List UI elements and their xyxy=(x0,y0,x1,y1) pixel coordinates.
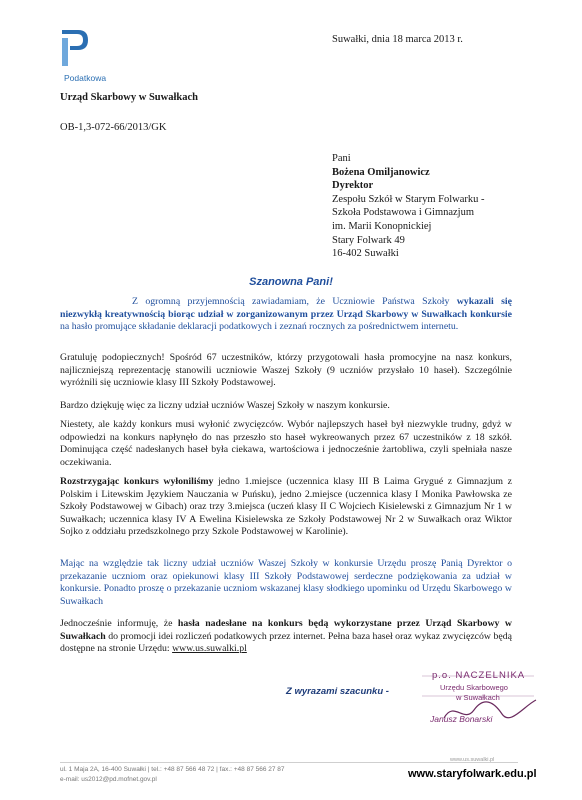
paragraph-5-a: Rozstrzygając konkurs wyłoniliśmy xyxy=(60,476,214,487)
footer-email: e-mail: us2012@pd.mofnet.gov.pl xyxy=(60,776,157,783)
paragraph-4: Niestety, ale każdy konkurs musi wyłonić zwycięzców. Wybór najlepszych haseł był niezwykle trudny, gdyż w odpowiedzi na konkurs napłynęło do nas przeszło sto haseł wykreowanych przez 67 uczestników z 18 szkół. Dominująca część nadesłanych haseł była ciekawa, wartościowa i jednocześnie żartobliwa, czyli spełniała nasze oczekiwania. xyxy=(60,419,512,468)
paragraph-1 xyxy=(60,296,512,334)
paragraph-7 xyxy=(60,618,512,656)
website-link[interactable]: www.us.suwalki.pl xyxy=(172,643,247,655)
signer-name: Janusz Bonarski xyxy=(430,714,493,724)
stamp-line-2: Urzędu Skarbowego xyxy=(440,683,508,692)
recipient-address xyxy=(332,152,485,261)
paragraph-6: Mając na względzie tak liczny udział uczniów Waszej Szkoły w konkursie Urzędu proszę Panią Dyrektor o przekazanie uczniom oraz opiekunowi klasy III Szkoły Podstawowej serdeczne podziękowania za udział w konkursie. Ponadto proszę o przekazanie uczniom wskazanej klasy słodkiego upominku od Urzędu Skarbowego w Suwałkach xyxy=(60,558,512,607)
recipient-line: Stary Folwark 49 xyxy=(332,234,405,246)
recipient-title: Dyrektor xyxy=(332,180,374,192)
footer-website: www.us.suwalki.pl xyxy=(450,757,495,763)
paragraph-7-a: Jednocześnie informuję, że xyxy=(60,618,178,629)
recipient-line: 16-402 Suwałki xyxy=(332,248,399,260)
paragraph-1-b: wykazali się niezwykłą kreatywnością biorąc udział w zorganizowanym przez Urząd Skarbowy w Suwałkach konkursie xyxy=(60,296,512,320)
recipient-line: Pani xyxy=(332,153,351,164)
ministry-logo-icon xyxy=(58,26,90,70)
paragraph-7-c: do promocji idei rozliczeń podatkowych przez internet. Pełna baza haseł oraz wykaz zwycięzców będą dostępne na stronie Urzędu: xyxy=(60,630,512,655)
salutation: Szanowna Pani! xyxy=(249,276,333,288)
office-name: Urząd Skarbowy w Suwałkach xyxy=(60,92,198,103)
stamp-line-1: p.o. NACZELNIKA xyxy=(432,670,526,681)
reference-number: OB-1,3-072-66/2013/GK xyxy=(60,122,167,133)
closing-text: Z wyrazami szacunku - xyxy=(286,686,389,697)
paragraph-2: Gratuluję podopiecznych! Spośród 67 uczestników, którzy przygotowali hasła promocyjne na nasz konkurs, najliczniejszą reprezentację stanowili uczniowie Waszej Szkoły (9 uczniów przysłało 10 haseł). Szczególnie wyróżnili się uczniowie klasy III Szkoły Podstawowej. xyxy=(60,352,512,389)
paragraph-5 xyxy=(60,476,512,539)
paragraph-3: Bardzo dziękuję więc za liczny udział uczniów Waszej Szkoły w naszym konkursie. xyxy=(60,400,390,411)
recipient-line: Szkoła Podstawowa i Gimnazjum xyxy=(332,207,475,219)
paragraph-1-c: na hasło promujące składanie deklaracji podatkowych i zeznań rocznych za pośrednictwem internetu. xyxy=(60,321,459,333)
city-date: Suwałki, dnia 18 marca 2013 r. xyxy=(332,34,463,45)
watermark-url: www.staryfolwark.edu.pl xyxy=(408,768,537,780)
paragraph-5-b: jedno 1.miejsce (uczennica klasy III B Laima Grygué z Gimnazjum z Polskim i Litewskim Językiem Nauczania w Puńsku), jedno 2.miejsce (uczennica klasy I Monika Pawłowska ze Szkoły Podstawowej w Gibach) oraz trzy 3.miejsca (uczeń klasy II C Wojciech Kisielewski z Gimnazjum Nr 1 w Suwałkach; uczennica klasy IV A Ewelina Kisielewska ze Szkoły Podstawowej Nr 2 w Suwałkach oraz Wiktor Sojko z oddziału przedszkolnego przy Szkole Podstawowej w Karolinie). xyxy=(60,476,512,538)
recipient-line: Zespołu Szkół w Starym Folwarku - xyxy=(332,193,485,205)
paragraph-1-a: Z ogromną przyjemnością zawiadamiam, że Uczniowie Państwa Szkoły xyxy=(132,296,457,307)
recipient-line: im. Marii Konopnickiej xyxy=(332,220,432,232)
recipient-name: Bożena Omiljanowicz xyxy=(332,166,430,178)
stamp-line-3: w Suwałkach xyxy=(456,693,500,702)
paragraph-7-b: hasła nadesłane na konkurs będą wykorzystane przez Urząd Skarbowy w Suwałkach xyxy=(60,618,512,642)
footer-contact: ul. 1 Maja 2A, 16-400 Suwałki | tel.: +48 87 566 48 72 | fax.: +48 87 566 27 87 xyxy=(60,766,285,773)
logo-text: Podatkowa xyxy=(64,73,107,83)
